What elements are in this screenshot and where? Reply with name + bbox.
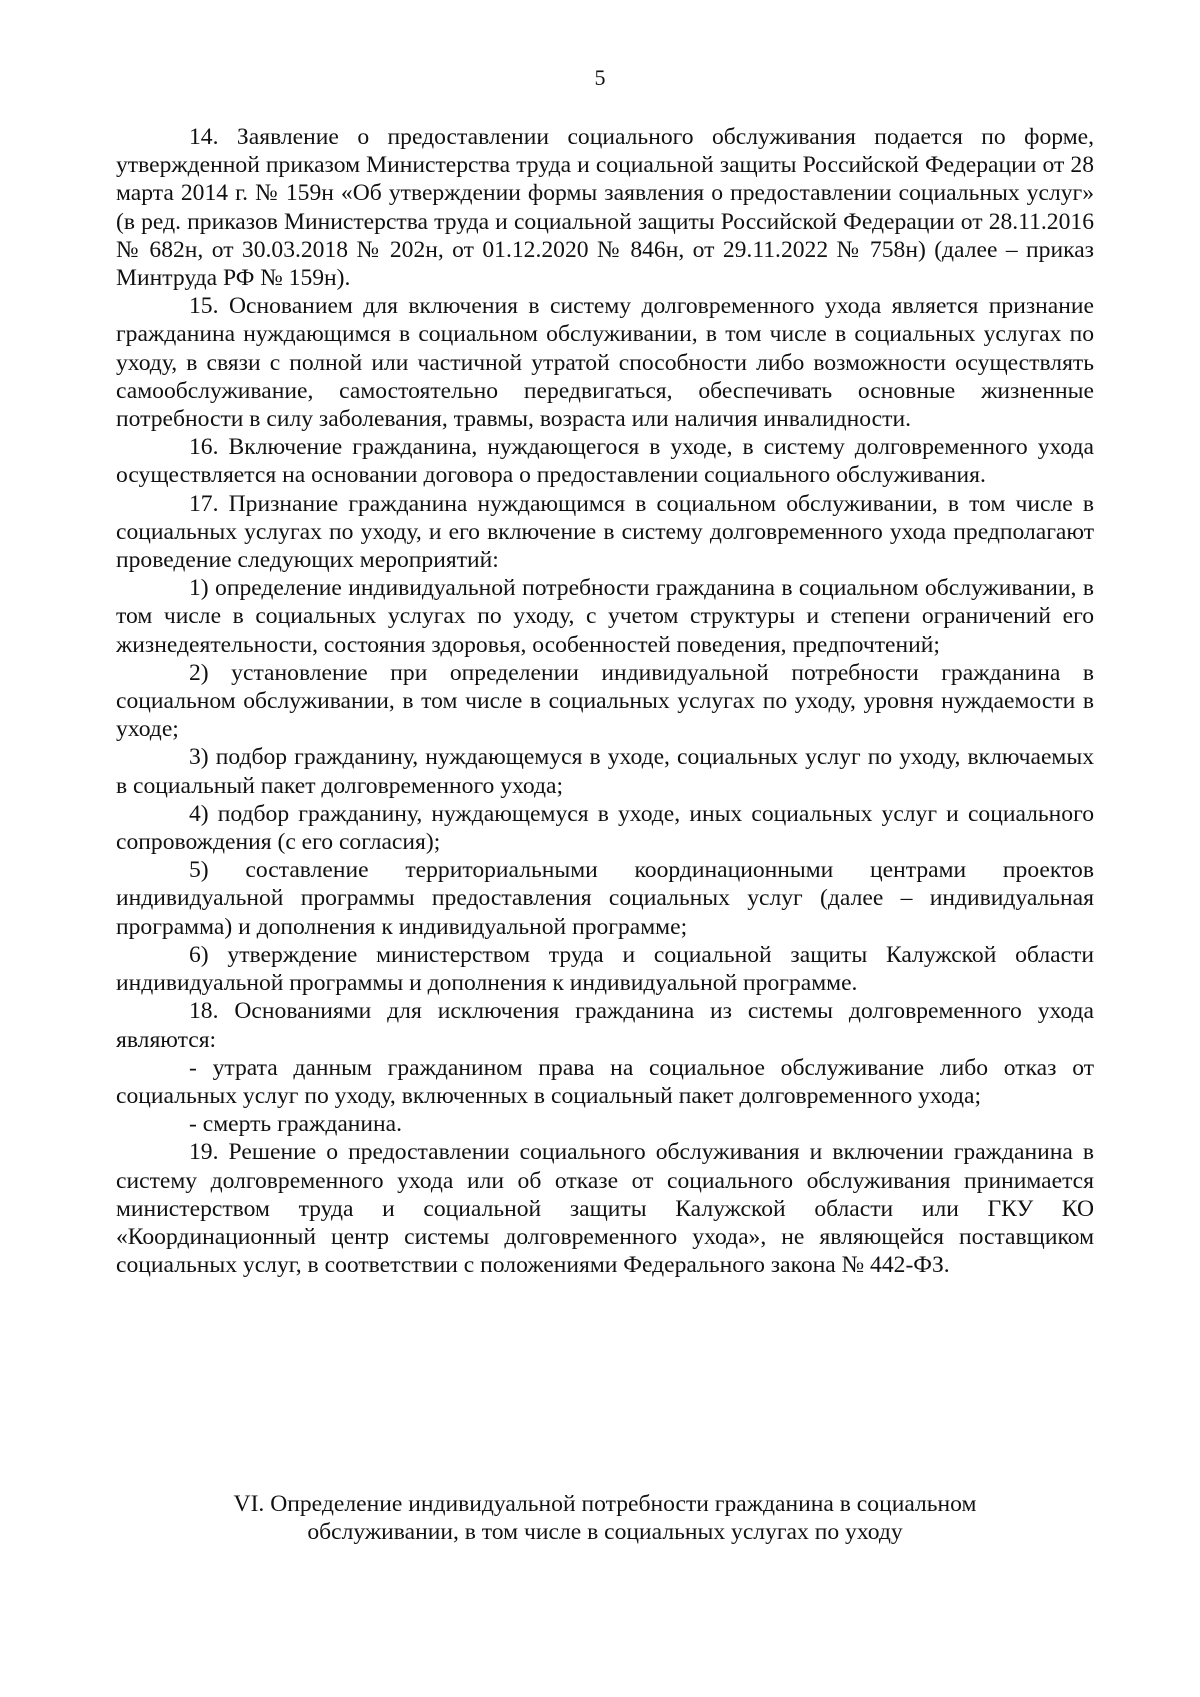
- section-heading: [116, 1490, 1094, 1546]
- list-item-4: 4) подбор гражданину, нуждающемуся в уходе, иных социальных услуг и социального сопровождения (с его согласия);: [116, 800, 1094, 856]
- paragraph-14: 14. Заявление о предоставлении социального обслуживания подается по форме, утвержденной приказом Министерства труда и социальной защиты Российской Федерации от 28 марта 2014 г. № 159н «Об утверждении формы заявления о предоставлении социальных услуг» (в ред. приказов Министерства труда и социальной защиты Российской Федерации от 28.11.2016 № 682н, от 30.03.2018 № 202н, от 01.12.2020 № 846н, от 29.11.2022 № 758н) (далее – приказ Минтруда РФ № 159н).: [116, 124, 1094, 292]
- list-item-5: 5) составление территориальными координационными центрами проектов индивидуальной программы предоставления социальных услуг (далее – индивидуальная программа) и дополнения к индивидуальной программе;: [116, 857, 1094, 940]
- paragraph-19: 19. Решение о предоставлении социального обслуживания и включении гражданина в систему долговременного ухода или об отказе от социального обслуживания принимается министерством труда и социальной защиты Калужской области или ГКУ КО «Координационный центр системы долговременного ухода», не являющейся поставщиком социальных услуг, в соответствии с положениями Федерального закона № 442-ФЗ.: [116, 1139, 1094, 1279]
- paragraph-15: 15. Основанием для включения в систему долговременного ухода является признание гражданина нуждающимся в социальном обслуживании, в том числе в социальных услугах по уходу, в связи с полной или частичной утратой способности либо возможности осуществлять самообслуживание, самостоятельно передвигаться, обеспечивать основные жизненные потребности в силу заболевания, травмы, возраста или наличия инвалидности.: [116, 293, 1094, 433]
- paragraph-17: 17. Признание гражданина нуждающимся в социальном обслуживании, в том числе в социальных услугах по уходу, и его включение в систему долговременного ухода предполагают проведение следующих мероприятий:: [116, 490, 1094, 574]
- list-item-3: 3) подбор гражданину, нуждающемуся в уходе, социальных услуг по уходу, включаемых в социальный пакет долговременного ухода;: [116, 744, 1094, 799]
- dash-item-2: - смерть гражданина.: [189, 1111, 403, 1138]
- list-item-6: 6) утверждение министерством труда и социальной защиты Калужской области индивидуальной программы и дополнения к индивидуальной программе.: [116, 941, 1094, 997]
- document-body: [116, 123, 1094, 1279]
- paragraph-18: 18. Основаниями для исключения гражданина из системы долговременного ухода являются:: [116, 998, 1094, 1053]
- list-item-1: 1) определение индивидуальной потребности гражданина в социальном обслуживании, в том числе в социальных услугах по уходу, с учетом структуры и степени ограничений его жизнедеятельности, состояния здоровья, особенностей поведения, предпочтений;: [116, 575, 1094, 658]
- section-heading-line-2: обслуживании, в том числе в социальных услугах по уходу: [307, 1519, 903, 1546]
- dash-item-1: - утрата данным гражданином права на социальное обслуживание либо отказ от социальных услуг по уходу, включенных в социальный пакет долговременного ухода;: [116, 1054, 1094, 1109]
- list-item-2: 2) установление при определении индивидуальной потребности гражданина в социальном обслуживании, в том числе в социальных услугах по уходу, уровня нуждаемости в уходе;: [116, 659, 1094, 743]
- section-heading-line-1: VI. Определение индивидуальной потребности гражданина в социальном: [233, 1491, 977, 1517]
- page-number: 5: [594, 65, 606, 90]
- paragraph-16: 16. Включение гражданина, нуждающегося в уходе, в систему долговременного ухода осуществляется на основании договора о предоставлении социального обслуживания.: [116, 434, 1094, 489]
